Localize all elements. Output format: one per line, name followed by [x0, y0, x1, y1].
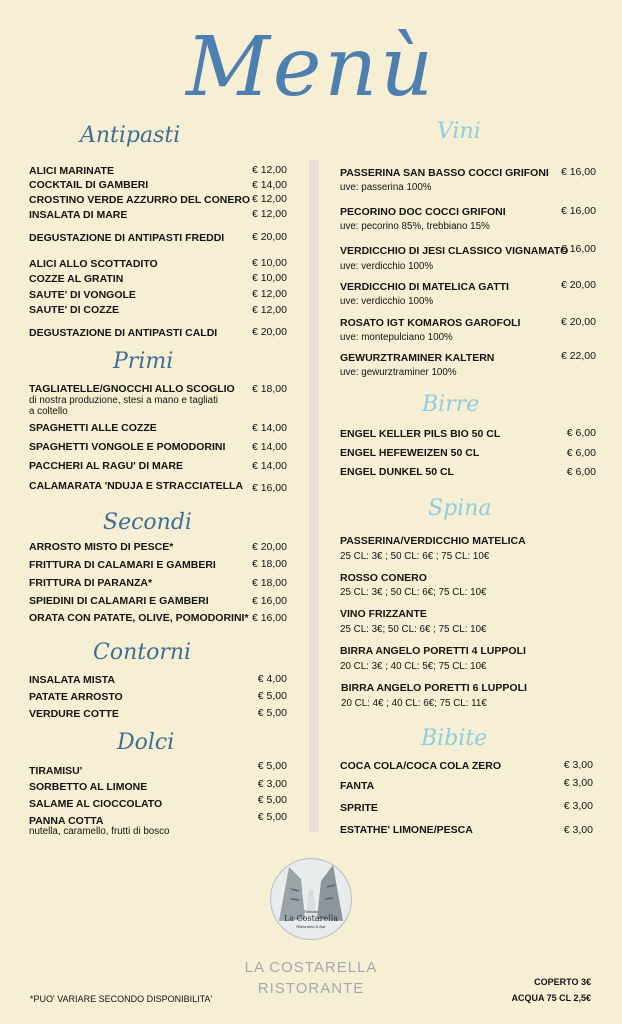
brand-subtitle: RISTORANTE	[257, 980, 365, 997]
menu-item-name: BIRRA ANGELO PORETTI 4 LUPPOLI	[340, 645, 526, 657]
menu-item-note: uve: verdicchio 100%	[340, 261, 434, 272]
menu-item-name: CROSTINO VERDE AZZURRO DEL CONERO	[29, 194, 251, 206]
menu-item-name: PECORINO DOC COCCI GRIFONI	[340, 206, 506, 218]
heading-spina: Spina	[428, 496, 492, 521]
menu-item-price: € 22,00	[560, 350, 596, 362]
menu-item-note: uve: montepulciano 100%	[340, 332, 453, 343]
menu-item-name: DEGUSTAZIONE DI ANTIPASTI CALDI	[29, 327, 218, 339]
logo-tagline: Ristorante & Bar	[296, 924, 326, 929]
menu-item-note: 25 CL: 3€ ; 50 CL: 6€; 75 CL: 10€	[340, 587, 487, 598]
menu-item-name: INSALATA MISTA	[29, 674, 115, 686]
menu-item-price: € 6,00	[566, 447, 596, 459]
menu-item-price: € 16,00	[251, 612, 287, 624]
menu-item-price: € 12,00	[251, 288, 287, 300]
menu-item-price: € 14,00	[251, 179, 287, 191]
menu-item-price: € 18,00	[251, 558, 287, 570]
menu-item-price: € 10,00	[251, 272, 287, 284]
menu-item-price: € 16,00	[560, 243, 596, 255]
logo-small-text: Trattoria	[303, 909, 319, 914]
menu-item-price: € 16,00	[251, 595, 287, 607]
menu-item-name: PANNA COTTA	[29, 815, 104, 827]
heading-vini: Vini	[437, 119, 481, 144]
menu-item-price: € 20,00	[560, 279, 596, 291]
menu-item-note: a coltello	[29, 406, 68, 417]
menu-item-name: VERDICCHIO DI MATELICA GATTI	[340, 281, 509, 293]
menu-item-price: € 6,00	[566, 466, 596, 478]
menu-item-note: 25 CL: 3€; 50 CL: 6€ ; 75 CL: 10€	[340, 624, 487, 635]
menu-item-note: uve: gewurztraminer 100%	[340, 367, 457, 378]
heading-birre: Birre	[422, 392, 480, 417]
menu-item-price: € 20,00	[560, 316, 596, 328]
menu-item-note: di nostra produzione, stesi a mano e tagliati	[29, 395, 218, 406]
menu-item-note: uve: passerina 100%	[340, 182, 432, 193]
menu-item-name: CALAMARATA 'NDUJA E STRACCIATELLA	[29, 480, 244, 492]
column-divider	[309, 160, 319, 832]
menu-item-name: INSALATA DI MARE	[29, 209, 128, 221]
menu-item-price: € 5,00	[257, 811, 287, 823]
menu-item-name: SAUTE' DI COZZE	[29, 304, 119, 316]
menu-item-note: nutella, caramello, frutti di bosco	[29, 826, 170, 837]
menu-item-name: SAUTE' DI VONGOLE	[29, 289, 136, 301]
menu-item-price: € 10,00	[251, 257, 287, 269]
menu-item-name: BIRRA ANGELO PORETTI 6 LUPPOLI	[341, 682, 527, 694]
menu-item-price: € 16,00	[560, 205, 596, 217]
menu-item-price: € 16,00	[560, 166, 596, 178]
menu-item-name: SORBETTO AL LIMONE	[29, 781, 148, 793]
menu-item-name: SPAGHETTI VONGOLE E POMODORINI	[29, 441, 226, 453]
menu-item-price: € 5,00	[257, 794, 287, 806]
heading-contorni: Contorni	[93, 640, 192, 665]
coperto-price: COPERTO 3€	[534, 977, 591, 987]
menu-item-name: ALICI ALLO SCOTTADITO	[29, 258, 158, 270]
availability-note: *PUO' VARIARE SECONDO DISPONIBILITA'	[30, 994, 213, 1004]
menu-item-price: € 3,00	[563, 777, 593, 789]
acqua-price: ACQUA 75 CL 2,5€	[511, 993, 591, 1003]
menu-item-name: PASSERINA/VERDICCHIO MATELICA	[340, 535, 526, 547]
menu-item-note: 20 CL: 4€ ; 40 CL: 6€; 75 CL: 11€	[341, 698, 487, 709]
menu-item-price: € 12,00	[251, 193, 287, 205]
menu-item-name: VINO FRIZZANTE	[340, 608, 427, 620]
menu-item-name: TIRAMISU'	[29, 765, 83, 777]
menu-item-name: VERDURE COTTE	[29, 708, 119, 720]
menu-item-name: COCKTAIL DI GAMBERI	[29, 179, 149, 191]
menu-item-name: SALAME AL CIOCCOLATO	[29, 798, 163, 810]
heading-bibite: Bibite	[421, 726, 488, 751]
menu-item-name: SPAGHETTI ALLE COZZE	[29, 422, 157, 434]
menu-item-price: € 20,00	[251, 541, 287, 553]
menu-item-name: VERDICCHIO DI JESI CLASSICO VIGNAMATO	[340, 245, 569, 257]
menu-item-price: € 3,00	[563, 824, 593, 836]
menu-item-note: 25 CL: 3€ ; 50 CL: 6€ ; 75 CL: 10€	[340, 551, 490, 562]
menu-item-price: € 12,00	[251, 304, 287, 316]
menu-item-name: COCA COLA/COCA COLA ZERO	[340, 760, 501, 772]
menu-item-price: € 18,00	[251, 383, 287, 395]
menu-item-name: ALICI MARINATE	[29, 165, 114, 177]
menu-item-price: € 5,00	[257, 760, 287, 772]
menu-item-price: € 20,00	[251, 231, 287, 243]
menu-item-name: PATATE ARROSTO	[29, 691, 123, 703]
menu-item-price: € 18,00	[251, 577, 287, 589]
menu-item-price: € 3,00	[563, 800, 593, 812]
menu-item-price: € 3,00	[563, 759, 593, 771]
menu-item-name: ORATA CON PATATE, OLIVE, POMODORINI*	[29, 612, 249, 624]
menu-item-price: € 12,00	[251, 164, 287, 176]
menu-item-note: uve: verdicchio 100%	[340, 296, 434, 307]
menu-item-price: € 5,00	[257, 690, 287, 702]
restaurant-logo	[270, 858, 352, 940]
menu-item-name: ARROSTO MISTO DI PESCE*	[29, 541, 174, 553]
menu-item-name: SPRITE	[340, 802, 378, 814]
menu-item-price: € 12,00	[251, 208, 287, 220]
menu-item-name: ROSSO CONERO	[340, 572, 427, 584]
menu-title: Menù	[185, 20, 437, 115]
menu-item-name: FRITTURA DI PARANZA*	[29, 577, 153, 589]
heading-secondi: Secondi	[103, 510, 192, 535]
menu-item-note: 20 CL: 3€ ; 40 CL: 5€; 75 CL: 10€	[340, 661, 487, 672]
heading-antipasti: Antipasti	[80, 123, 181, 148]
menu-item-price: € 14,00	[251, 422, 287, 434]
menu-item-name: PACCHERI AL RAGU' DI MARE	[29, 460, 183, 472]
menu-item-price: € 6,00	[566, 427, 596, 439]
menu-item-price: € 16,00	[251, 482, 287, 494]
menu-item-name: ESTATHE' LIMONE/PESCA	[340, 824, 473, 836]
menu-item-name: ROSATO IGT KOMAROS GAROFOLI	[340, 317, 521, 329]
menu-item-price: € 5,00	[257, 707, 287, 719]
menu-item-price: € 4,00	[257, 673, 287, 685]
menu-item-name: TAGLIATELLE/GNOCCHI ALLO SCOGLIO	[29, 383, 235, 395]
menu-item-price: € 20,00	[251, 326, 287, 338]
menu-item-name: DEGUSTAZIONE DI ANTIPASTI FREDDI	[29, 232, 225, 244]
menu-item-name: SPIEDINI DI CALAMARI E GAMBERI	[29, 595, 209, 607]
heading-primi: Primi	[113, 349, 174, 374]
menu-item-price: € 14,00	[251, 441, 287, 453]
brand-name: LA COSTARELLA	[244, 959, 378, 976]
menu-item-name: FRITTURA DI CALAMARI E GAMBERI	[29, 559, 216, 571]
logo-name: La Costarella	[283, 914, 339, 923]
heading-dolci: Dolci	[117, 730, 175, 755]
menu-item-price: € 14,00	[251, 460, 287, 472]
menu-item-name: FANTA	[340, 780, 375, 792]
menu-item-name: ENGEL KELLER PILS BIO 50 CL	[340, 428, 501, 440]
menu-item-name: COZZE AL GRATIN	[29, 273, 124, 285]
menu-item-name: PASSERINA SAN BASSO COCCI GRIFONI	[340, 167, 549, 179]
menu-item-name: ENGEL HEFEWEIZEN 50 CL	[340, 447, 480, 459]
menu-item-note: uve: pecorino 85%, trebbiano 15%	[340, 221, 490, 232]
menu-item-name: GEWURZTRAMINER KALTERN	[340, 352, 495, 364]
menu-item-name: ENGEL DUNKEL 50 CL	[340, 466, 454, 478]
menu-item-price: € 3,00	[257, 778, 287, 790]
